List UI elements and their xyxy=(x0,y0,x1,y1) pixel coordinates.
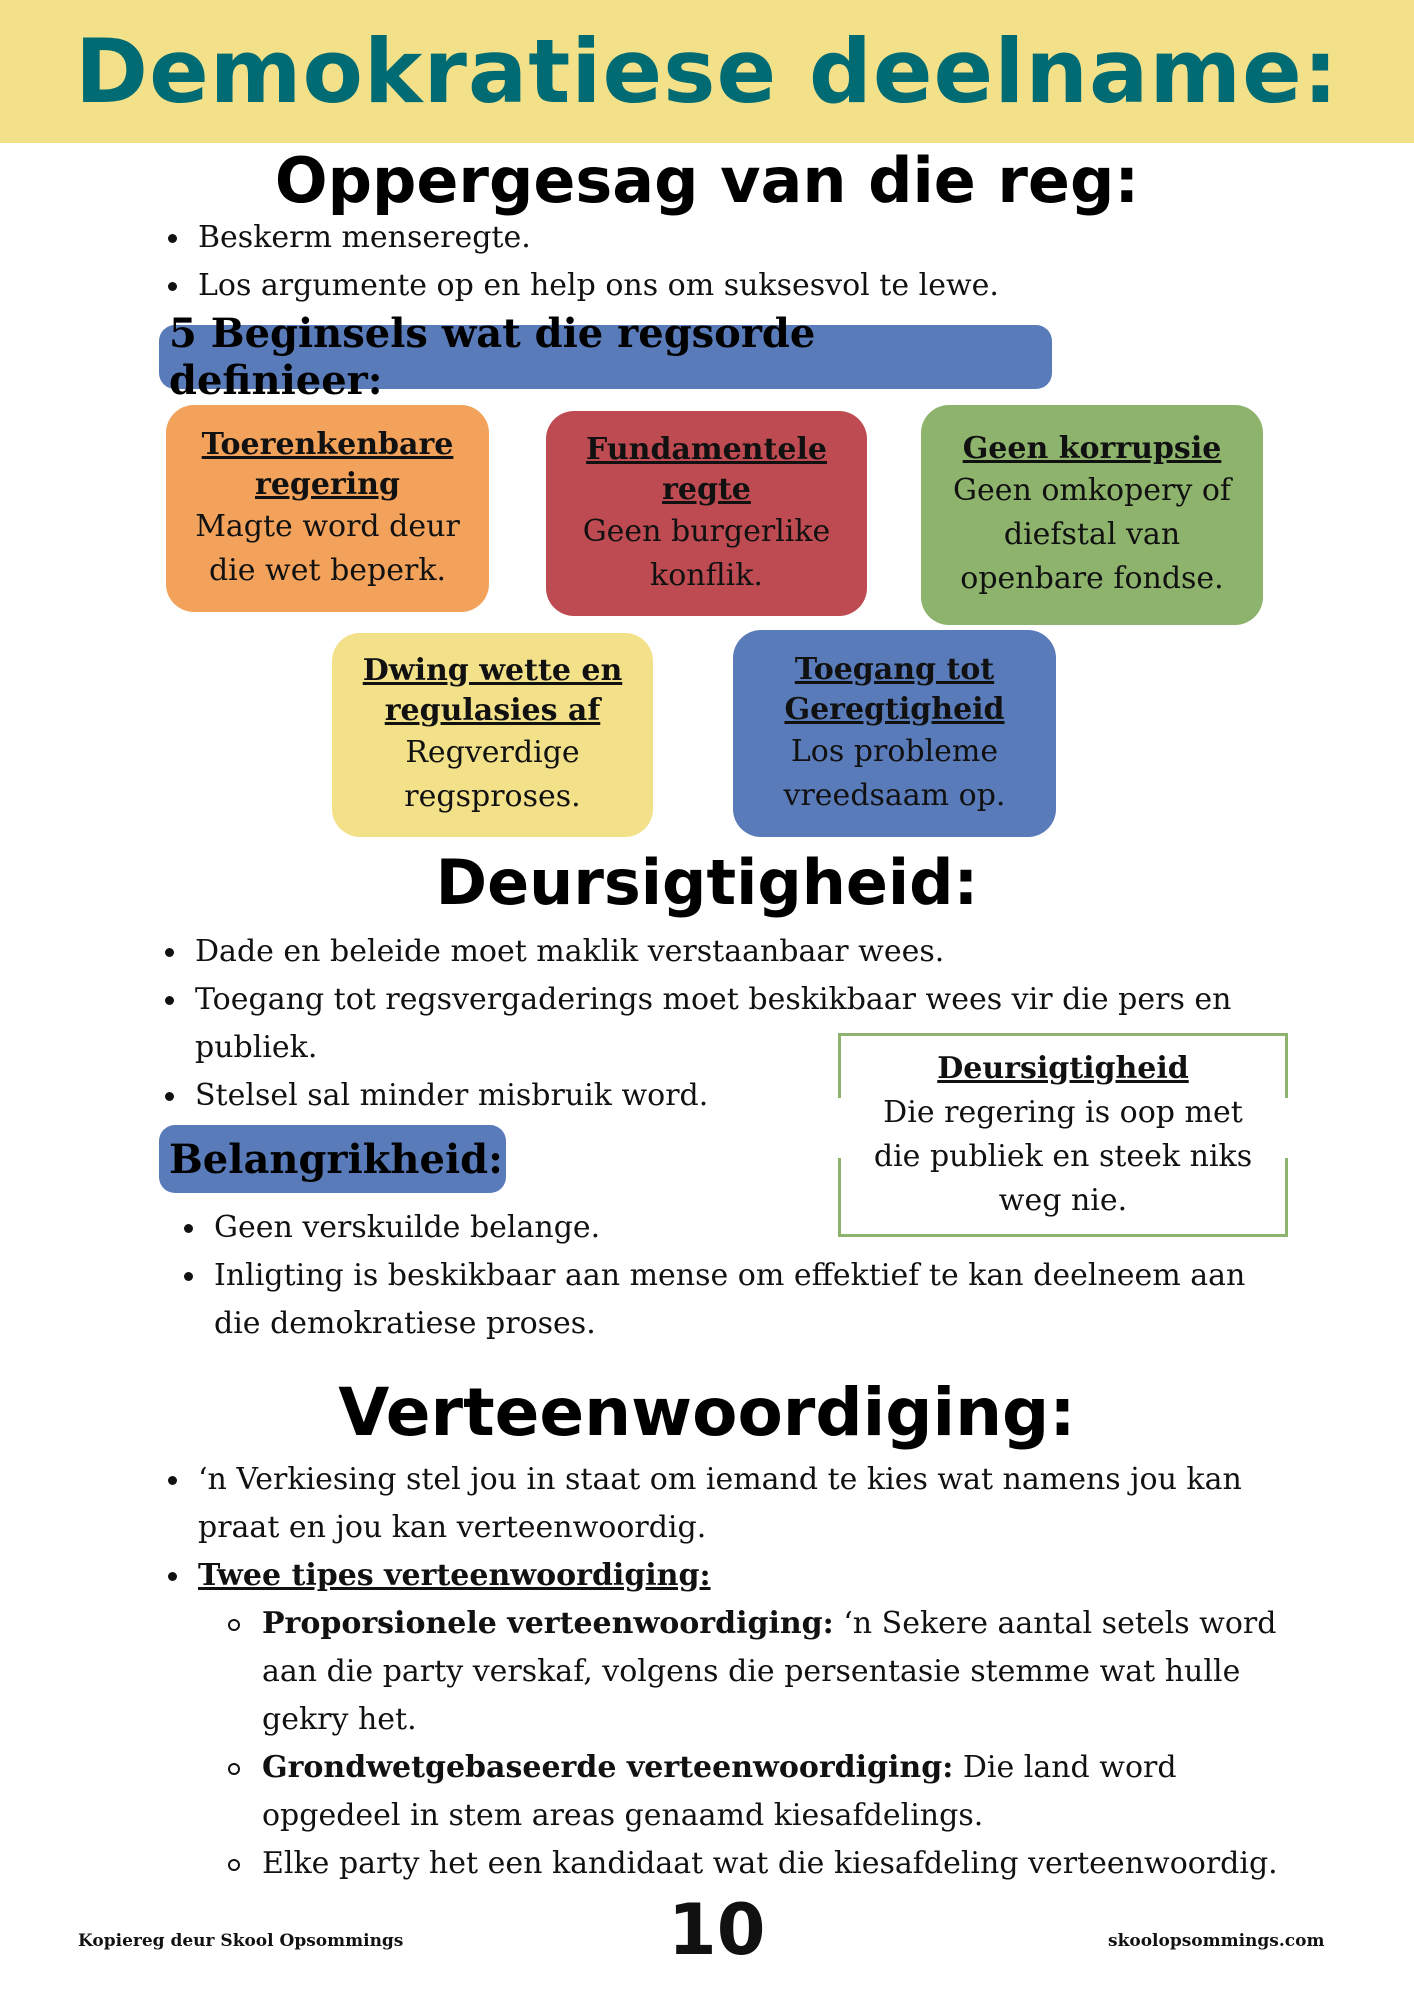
principle-title: Geen korrupsie xyxy=(962,431,1222,466)
bullet-item: Los argumente op en help ons om suksesvol te lewe. xyxy=(158,262,1308,310)
sub-bullet-item xyxy=(218,1840,1288,1888)
principle-card-enforce-laws xyxy=(332,633,653,837)
transparency-heading: Deursigtigheid: xyxy=(435,846,979,919)
bullet-item: ‘n Verkiesing stel jou in staat om iemand te kies wat namens jou kan praat en jou kan verteenwoordig. xyxy=(158,1456,1288,1552)
principle-desc: Magte word deur die wet beperk. xyxy=(195,508,460,588)
rule-of-law-bullets xyxy=(158,214,1308,310)
principle-desc: Los probleme vreedsaam op. xyxy=(783,733,1006,813)
bullet-item xyxy=(158,1552,1288,1888)
principle-card-accountable-government xyxy=(166,405,489,612)
page-number: 10 xyxy=(668,1889,766,1971)
type-text: Die land word opgedeel in stem areas genaamd kiesafdelings. xyxy=(262,1750,1177,1833)
representation-bullets xyxy=(158,1456,1288,1888)
representation-types xyxy=(218,1600,1288,1888)
bullet-item: Toegang tot regsvergaderings moet beskikbaar wees vir die pers en publiek. xyxy=(155,976,1295,1072)
website-link[interactable]: skoolopsommings.com xyxy=(1108,1931,1325,1951)
principle-desc: Geen omkopery of diefstal van openbare fondse. xyxy=(952,473,1232,596)
type-text: ‘n Sekere aantal setels word aan die party verskaf, volgens die persentasie stemme wat hulle gekry het. xyxy=(262,1606,1277,1737)
representation-heading: Verteenwoordiging: xyxy=(338,1374,1076,1451)
principle-title: Toegang tot Geregtigheid xyxy=(784,651,1005,727)
title-banner xyxy=(0,0,1414,143)
definition-text: Die regering is oop met die publiek en steek niks weg nie. xyxy=(873,1095,1253,1218)
principle-desc: Regverdige regsproses. xyxy=(404,735,581,814)
type-lead: Grondwetgebaseerde verteenwoordiging: xyxy=(262,1750,954,1785)
bullet-item: Inligting is beskikbaar aan mense om effektief te kan deelneem aan die demokratiese proses. xyxy=(174,1252,1294,1348)
principle-card-no-corruption xyxy=(921,405,1263,625)
principle-title: Toerenkenbare regering xyxy=(201,426,454,502)
bullet-item: Stelsel sal minder misbruik word. xyxy=(155,1072,1305,1120)
principles-label xyxy=(159,310,1052,404)
interest-bullets xyxy=(174,1204,1294,1348)
principle-title: Dwing wette en regulasies af xyxy=(362,653,623,728)
types-label: Twee tipes verteenwoordiging: xyxy=(198,1558,711,1593)
principle-desc: Geen burgerlike konflik. xyxy=(582,513,831,593)
principle-card-fundamental-rights xyxy=(546,411,867,616)
page-title: Demokratiese deelname: xyxy=(75,19,1339,123)
interest-label xyxy=(159,1125,506,1193)
rule-of-law-heading: Oppergesag van die reg: xyxy=(274,144,1140,217)
principle-card-access-to-justice xyxy=(733,630,1056,837)
principle-title: Fundamentele regte xyxy=(586,431,827,507)
sub-bullet-item xyxy=(218,1744,1288,1840)
bullet-item: Geen verskuilde belange. xyxy=(174,1204,1294,1252)
type-text: Elke party het een kandidaat wat die kiesafdeling verteenwoordig. xyxy=(262,1846,1278,1881)
bullet-item: Dade en beleide moet maklik verstaanbaar wees. xyxy=(155,928,1305,976)
type-lead: Proporsionele verteenwoordiging: xyxy=(262,1606,834,1641)
interest-label-text: Belangrikheid: xyxy=(169,1135,503,1183)
sub-bullet-item xyxy=(218,1600,1288,1744)
copyright-text: Kopiereg deur Skool Opsommings xyxy=(78,1931,404,1951)
bullet-item: Beskerm menseregte. xyxy=(158,214,1308,262)
principles-label-text: 5 Beginsels wat die regsorde definieer: xyxy=(169,310,816,404)
definition-title: Deursigtigheid xyxy=(937,1051,1189,1086)
